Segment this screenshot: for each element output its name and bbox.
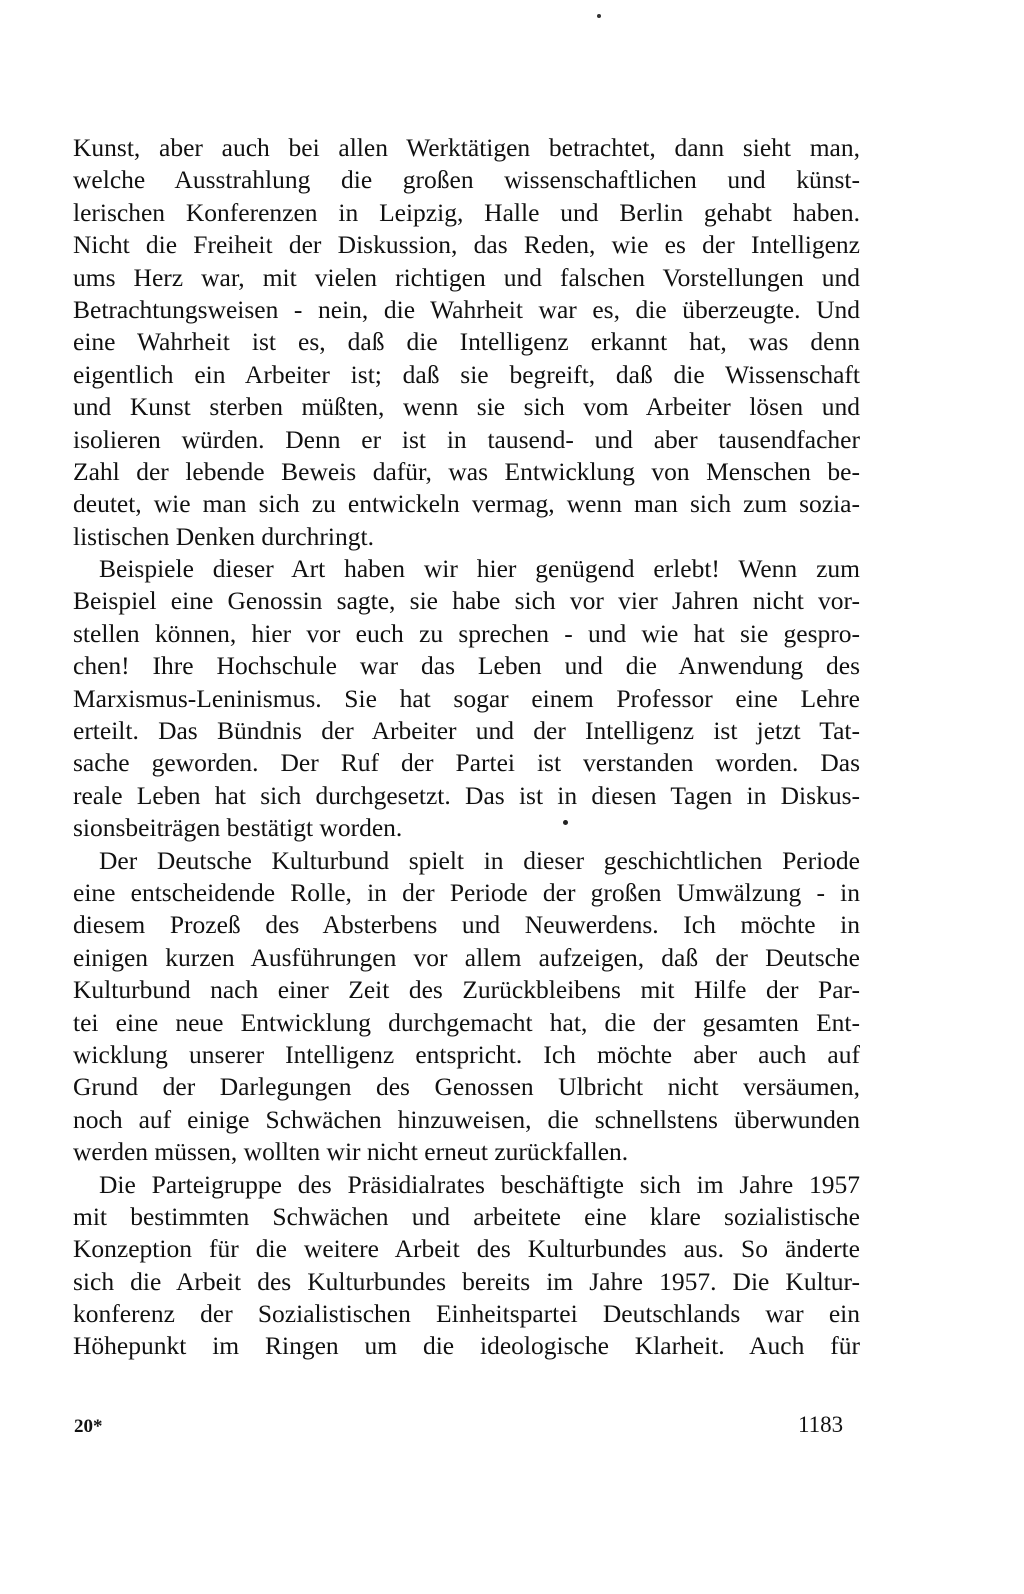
text-line: Der Deutsche Kulturbund spielt in dieser geschichtlichen Periode <box>99 845 860 875</box>
text-line: reale Leben hat sich durchgesetzt. Das ist in diesen Tagen in Diskus- <box>73 780 860 810</box>
text-line: werden müssen, wollten wir nicht erneut zurückfallen. <box>73 1137 629 1167</box>
text-line: ums Herz war, mit vielen richtigen und falschen Vorstellungen und <box>73 262 860 292</box>
text-line: eine Wahrheit ist es, daß die Intelligenz erkannt hat, was denn <box>73 327 860 357</box>
text-line: eine entscheidende Rolle, in der Periode der großen Umwälzung - in <box>73 877 860 907</box>
text-line: listischen Denken durchringt. <box>73 521 374 551</box>
text-line: mit bestimmten Schwächen und arbeitete eine klare sozialistische <box>73 1201 860 1231</box>
text-line: einigen kurzen Ausführungen vor allem aufzeigen, daß der Deutsche <box>73 942 860 972</box>
text-line: konferenz der Sozialistischen Einheitspartei Deutschlands war ein <box>73 1299 860 1329</box>
paragraph-2 <box>73 553 860 845</box>
text-line: Nicht die Freiheit der Diskussion, das Reden, wie es der Intelligenz <box>73 230 860 260</box>
text-line: noch auf einige Schwächen hinzuweisen, die schnellstens überwunden <box>73 1104 860 1134</box>
text-line: tei eine neue Entwicklung durchgemacht hat, die der gesamten Ent- <box>73 1007 860 1037</box>
text-line: Höhepunkt im Ringen um die ideologische Klarheit. Auch für <box>73 1331 860 1361</box>
text-line: welche Ausstrahlung die großen wissenschaftlichen und künst- <box>73 165 860 195</box>
text-line: Beispiele dieser Art haben wir hier genügend erlebt! Wenn zum <box>99 554 860 584</box>
text-line: und Kunst sterben müßten, wenn sie sich vom Arbeiter lösen und <box>73 392 860 422</box>
text-line: sionsbeiträgen bestätigt worden. <box>73 813 403 843</box>
text-line: stellen können, hier vor euch zu sprechen - und wie hat sie gespro- <box>73 618 860 648</box>
text-column <box>73 132 860 1363</box>
paragraph-1 <box>73 132 860 553</box>
signature-mark: 20* <box>74 1416 103 1437</box>
text-line: eigentlich ein Arbeiter ist; daß sie begreift, daß die Wissenschaft <box>73 359 860 389</box>
text-line: deutet, wie man sich zu entwickeln vermag, wenn man sich zum sozia- <box>73 489 860 519</box>
text-line: lerischen Konferenzen in Leipzig, Halle und Berlin gehabt haben. <box>73 197 860 227</box>
text-line: Zahl der lebende Beweis dafür, was Entwicklung von Menschen be- <box>73 456 860 486</box>
text-line: isolieren würden. Denn er ist in tausend- und aber tausendfacher <box>73 424 860 454</box>
text-line: Kulturbund nach einer Zeit des Zurückbleibens mit Hilfe der Par- <box>73 975 860 1005</box>
text-line: Betrachtungsweisen - nein, die Wahrheit war es, die überzeugte. Und <box>73 294 860 324</box>
text-line: Grund der Darlegungen des Genossen Ulbricht nicht versäumen, <box>73 1072 860 1102</box>
text-line: erteilt. Das Bündnis der Arbeiter und der Intelligenz ist jetzt Tat- <box>73 716 860 746</box>
page-number: 1183 <box>798 1412 844 1437</box>
text-line: sache geworden. Der Ruf der Partei ist verstanden worden. Das <box>73 748 860 778</box>
text-line: Kunst, aber auch bei allen Werktätigen betrachtet, dann sieht man, <box>73 133 860 162</box>
text-line: chen! Ihre Hochschule war das Leben und die Anwendung des <box>73 651 860 681</box>
text-line: Beispiel eine Genossin sagte, sie habe sich vor vier Jahren nicht vor- <box>73 586 860 616</box>
paragraph-4 <box>73 1169 860 1363</box>
paragraph-3 <box>73 845 860 1169</box>
text-line: diesem Prozeß des Absterbens und Neuwerdens. Ich möchte in <box>73 910 860 940</box>
text-line: sich die Arbeit des Kulturbundes bereits im Jahre 1957. Die Kultur- <box>73 1266 860 1296</box>
text-line: Konzeption für die weitere Arbeit des Kulturbundes aus. So änderte <box>73 1234 860 1264</box>
print-speck <box>597 14 601 18</box>
text-line: Marxismus-Leninismus. Sie hat sogar einem Professor eine Lehre <box>73 683 860 713</box>
text-line: wicklung unserer Intelligenz entspricht. Ich möchte aber auch auf <box>73 1039 860 1069</box>
text-line: Die Parteigruppe des Präsidialrates beschäftigte sich im Jahre 1957 <box>99 1169 860 1199</box>
